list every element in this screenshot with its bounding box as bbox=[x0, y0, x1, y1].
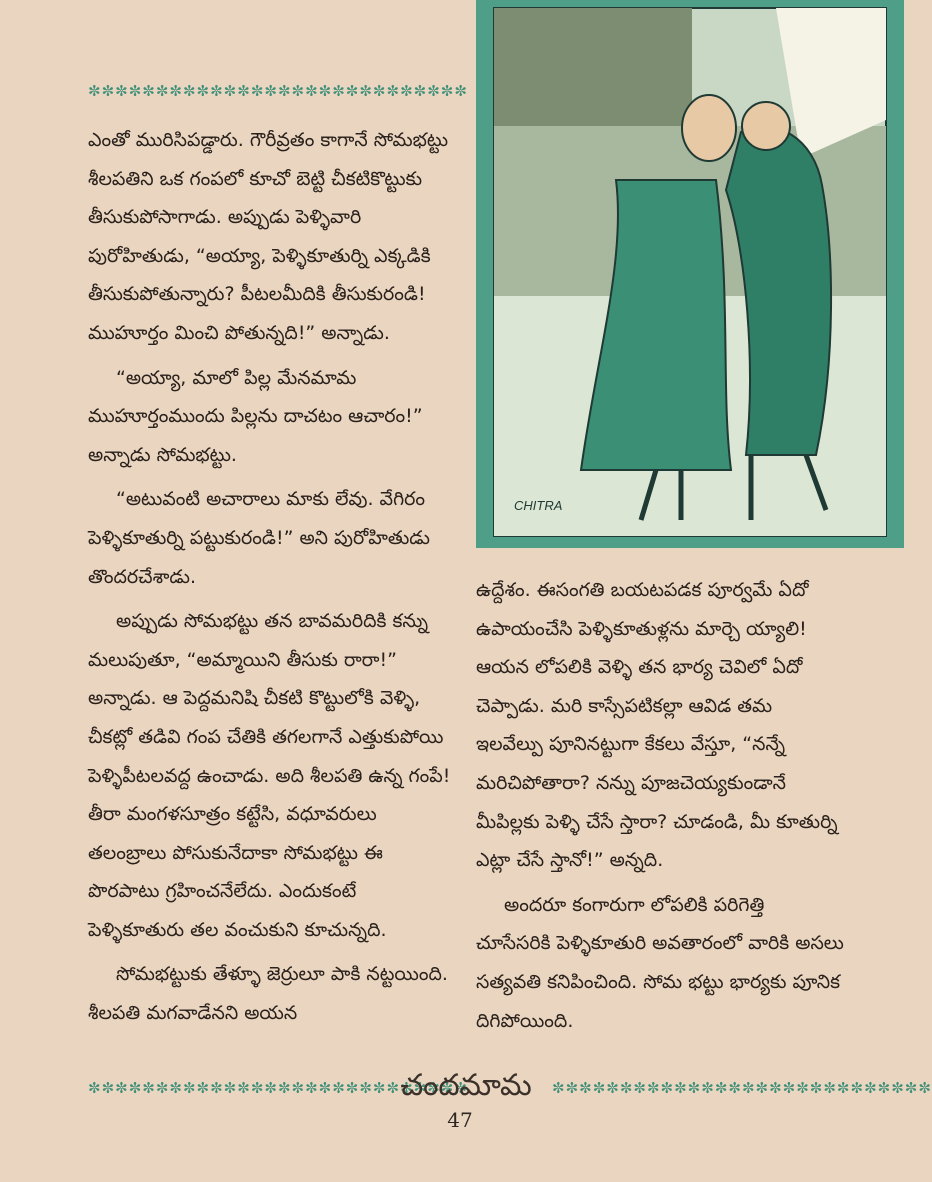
artist-signature: CHITRA bbox=[514, 498, 563, 513]
left-paragraph-3: “అటువంటి అచారాలు మాకు లేవు. వేగిరం పెళ్ళికూతుర్ని పట్టుకురండి!” అని పురోహితుడు తొందరచేశాడు. bbox=[88, 488, 430, 588]
bride-face bbox=[682, 95, 736, 161]
temple-hall-top bbox=[494, 8, 692, 126]
bottom-left-decorative-border: ✼✼✼✼✼✼✼✼✼✼✼✼✼✼✼✼✼✼✼✼✼✼✼✼✼✼✼✼ bbox=[88, 1079, 468, 1097]
page-number: 47 bbox=[447, 1108, 473, 1132]
magazine-title: చందమామ bbox=[400, 1068, 532, 1103]
right-paragraph-2: అందరూ కంగారుగా లోపలికి పరిగెత్తి చూసేసరికి పెళ్ళికూతురి అవతారంలో వారికి అసలు సత్యవతి కనిపించింది. సోమ భట్టు భార్యకు పూనిక దిగిపోయింది. bbox=[476, 893, 844, 1032]
left-paragraph-2: “అయ్యా, మాలో పిల్ల మేనమామ ముహూర్తంముందు పిల్లను దాచటం ఆచారం!” అన్నాడు సోమభట్టు. bbox=[88, 366, 423, 466]
groom-head bbox=[742, 102, 790, 150]
left-paragraph-1: ఎంతో మురిసిపడ్డారు. గౌరీవ్రతం కాగానే సోమభట్టు శీలపతిని ఒక గంపలో కూచో బెట్టి చీకటికొట్టుకు తీసుకుపోసాగాడు. అప్పుడు పెళ్ళివారి పురోహితుడు, “అయ్యా, పెళ్ళికూతుర్ని ఎక్కడికి తీసుకుపోతున్నారు? పీటలమీదికి తీసుకురండి! ముహూర్తం మించి పోతున్నది!” అన్నాడు. bbox=[88, 129, 449, 344]
right-text-column bbox=[476, 571, 844, 1040]
bottom-right-decorative-border: ✼✼✼✼✼✼✼✼✼✼✼✼✼✼✼✼✼✼✼✼✼✼✼✼✼✼✼✼ bbox=[552, 1079, 932, 1097]
left-paragraph-5: సోమభట్టుకు తేళ్ళూ జెర్రులూ పాకి నట్టయింది. శీలపతి మగవాడేనని అయన bbox=[88, 963, 448, 1025]
illustration-art bbox=[476, 0, 904, 548]
right-paragraph-1: ఉద్దేశం. ఈసంగతి బయటపడక పూర్వమే ఏదో ఉపాయంచేసి పెళ్ళికూతుళ్లను మార్చె య్యాలి! ఆయన లోపలికి వెళ్ళి తన భార్య చెవిలో ఏదో చెప్పాడు. మరి కాస్సేపటికల్లా ఆవిడ తమ ఇలవేల్పు పూనినట్టుగా కేకలు వేస్తూ, “నన్నే మరిచిపోతారా? నన్ను పూజచెయ్యకుండానే మీపిల్లకు పెళ్ళి చేసే స్తారా? చూడండి, మీ కూతుర్ని ఎట్లా చేసే స్తానో!” అన్నది. bbox=[476, 579, 838, 872]
top-decorative-border: ✼✼✼✼✼✼✼✼✼✼✼✼✼✼✼✼✼✼✼✼✼✼✼✼✼✼✼✼ bbox=[88, 82, 468, 100]
story-illustration bbox=[476, 0, 904, 548]
left-text-column bbox=[88, 121, 458, 1033]
left-paragraph-4: అప్పుడు సోమభట్టు తన బావమరిదికి కన్ను మలుపుతూ, “అమ్మాయిని తీసుకు రారా!” అన్నాడు. ఆ పెద్దమనిషి చీకటి కొట్టులోకి వెళ్ళి, చీకట్లో తడివి గంప చేతికి తగలగానే ఎత్తుకుపోయి పెళ్ళిపీటలవద్ద ఉంచాడు. అది శీలపతి ఉన్న గంపే! తీరా మంగళసూత్రం కట్టేసి, వధూవరులు తలంబ్రాలు పోసుకునేదాకా సోమభట్టు ఈ పొరపాటు గ్రహించనేలేదు. ఎందుకంటే పెళ్ళికూతురు తల వంచుకుని కూచున్నది. bbox=[88, 610, 451, 941]
